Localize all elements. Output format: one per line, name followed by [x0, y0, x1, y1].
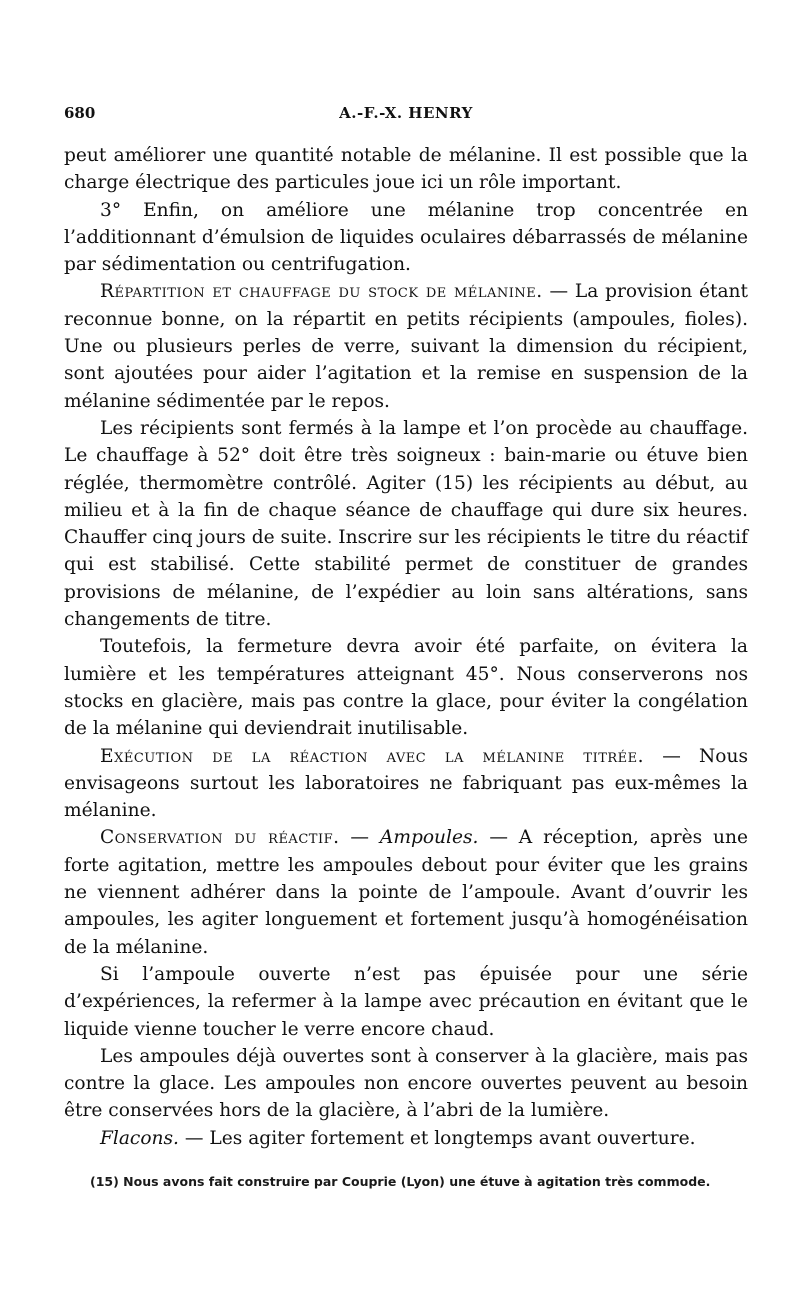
- paragraph-text: Toutefois, la fermeture devra avoir été parfaite, on évitera la lumière et les températures atteignant 45°. Nous conserverons nos stocks en glacière, mais pas contre la glace, pour éviter la congélation de la mélanine qui deviendrait inutilisable.: [64, 636, 748, 740]
- paragraph: [64, 961, 748, 1043]
- section-heading: Conservation du réactif.: [100, 827, 340, 849]
- paragraph: [64, 1043, 748, 1125]
- paragraph: [64, 142, 748, 197]
- paragraph-text: Si l’ampoule ouverte n’est pas épuisée pour une série d’expériences, la refermer à la lampe avec précaution en évitant que le liquide vienne toucher le verre encore chaud.: [64, 963, 748, 1040]
- paragraph: [64, 1125, 748, 1152]
- paragraph-text: 3° Enfin, on améliore une mélanine trop concentrée en l’additionnant d’émulsion de liquides oculaires débarrassés de mélanine par sédimentation ou centrifugation.: [64, 199, 748, 276]
- paragraph: [64, 633, 748, 742]
- page-number: 680: [64, 104, 96, 122]
- document-page: [64, 98, 748, 1190]
- paragraph-text: — A réception, après une forte agitation, mettre les ampoules debout pour éviter que les grains ne viennent adhérer dans la pointe de l’ampoule. Avant d’ouvrir les ampoules, les agiter longuement et fortement jusqu’à homogénéisation de la mélanine.: [64, 827, 748, 958]
- running-header: [64, 98, 748, 128]
- body-text: [64, 142, 748, 1152]
- subheading-italic: Ampoules.: [379, 827, 479, 849]
- paragraph-text: — La provision étant reconnue bonne, on la répartit en petits récipients (ampoules, fioles). Une ou plusieurs perles de verre, suivant la dimension du récipient, sont ajoutées pour aider l’agitation et la remise en suspension de la mélanine sédimentée par le repos.: [64, 281, 748, 412]
- dash: —: [339, 827, 380, 849]
- running-title: A.-F.-X. HENRY: [339, 104, 473, 122]
- subheading-italic: Flacons.: [100, 1127, 179, 1149]
- paragraph: [64, 197, 748, 279]
- paragraph-text: — Les agiter fortement et longtemps avant ouverture.: [178, 1127, 696, 1149]
- section-paragraph: [64, 824, 748, 960]
- paragraph-text: Les ampoules déjà ouvertes sont à conserver à la glacière, mais pas contre la glace. Les ampoules non encore ouvertes peuvent au besoin être conservées hors de la glacière, à l’abri de la lumière.: [64, 1045, 748, 1122]
- section-heading: Répartition et chauffage du stock de mélanine.: [100, 281, 543, 303]
- footnote: (15) Nous avons fait construire par Couprie (Lyon) une étuve à agitation très commode.: [90, 1173, 711, 1189]
- paragraph-text: — Nous envisageons surtout les laboratoires ne fabriquant pas eux-mêmes la mélanine.: [64, 745, 748, 822]
- paragraph-text: peut améliorer une quantité notable de mélanine. Il est possible que la charge électrique des particules joue ici un rôle important.: [64, 145, 748, 194]
- paragraph-text: Les récipients sont fermés à la lampe et l’on procède au chauffage. Le chauffage à 52° doit être très soigneux : bain-marie ou étuve bien réglée, thermomètre contrôlé. Agiter (15) les récipients au début, au milieu et à la fin de chaque séance de chauffage qui dure six heures. Chauffer cinq jours de suite. Inscrire sur les récipients le titre du réactif qui est stabilisé. Cette stabilité permet de constituer de grandes provisions de mélanine, de l’expédier au loin sans altérations, sans changements de titre.: [64, 417, 748, 631]
- section-heading: Exécution de la réaction avec la mélanine titrée.: [100, 745, 645, 767]
- section-paragraph: [64, 743, 748, 825]
- section-paragraph: [64, 278, 748, 414]
- paragraph: [64, 415, 748, 633]
